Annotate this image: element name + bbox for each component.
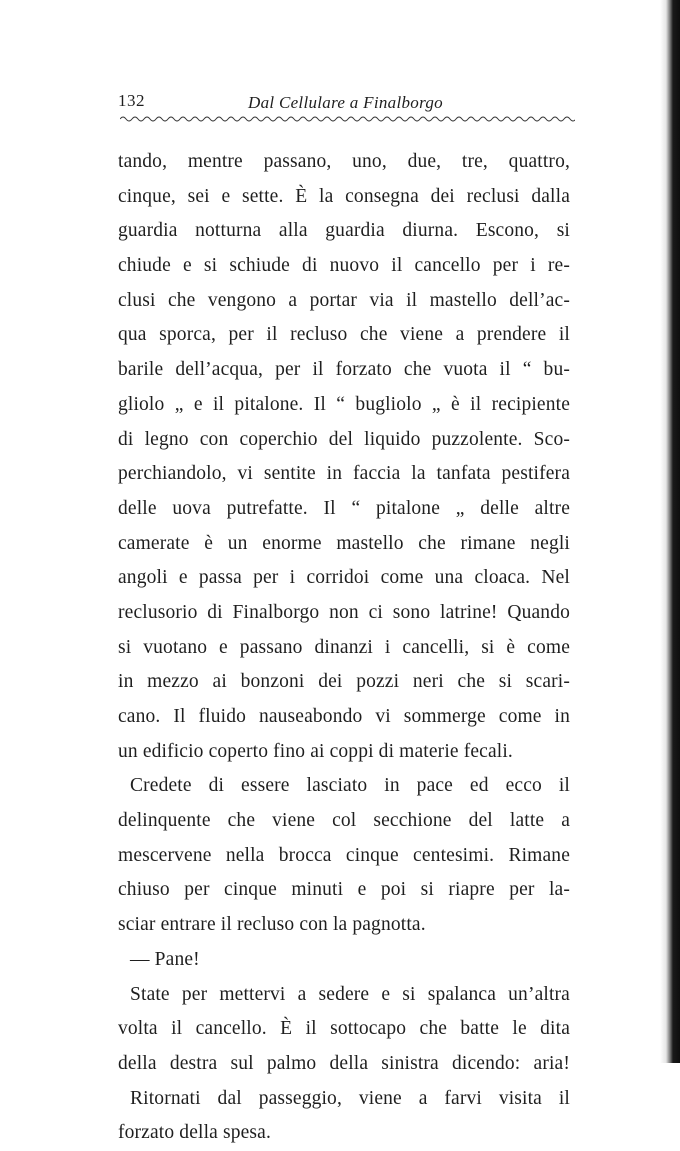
dialogue-line: — Pane! <box>130 948 200 970</box>
text-line: tando, mentre passano, uno, due, tre, quattro, <box>118 151 570 172</box>
text-line: di legno con coperchio del liquido puzzolente. Sco- <box>118 428 570 450</box>
text-line: cinque, sei e sette. È la consegna dei reclusi dalla <box>118 185 570 207</box>
text-line: qua sporca, per il recluso che viene a prendere il <box>118 324 570 346</box>
text-line: chiude e si schiude di nuovo il cancello per i re- <box>118 255 570 277</box>
text-line: volta il cancello. È il sottocapo che batte le dita <box>118 1018 570 1040</box>
text-line: perchiandolo, vi sentite in faccia la tanfata pestifera <box>118 463 570 485</box>
text-line: in mezzo ai bonzoni dei pozzi neri che si scari- <box>118 671 570 693</box>
text-line: mescervene nella brocca cinque centesimi. Rimane <box>118 844 570 866</box>
text-line: un edificio coperto fino ai coppi di materie fecali. <box>118 740 513 762</box>
text-line: guardia notturna alla guardia diurna. Escono, si <box>118 220 570 242</box>
decorative-wavy-rule <box>120 113 575 125</box>
text-line: si vuotano e passano dinanzi i cancelli, si è come <box>118 636 570 658</box>
text-line: angoli e passa per i corridoi come una cloaca. Nel <box>118 567 570 589</box>
text-line: sciar entrare il recluso con la pagnotta. <box>118 914 426 936</box>
text-line: della destra sul palmo della sinistra dicendo: aria! <box>118 1052 570 1074</box>
text-line: clusi che vengono a portar via il mastello dell’ac- <box>118 289 570 311</box>
running-head <box>118 91 574 115</box>
text-line: gliolo „ e il pitalone. Il “ bugliolo „ è il recipiente <box>118 393 570 415</box>
text-line: cano. Il fluido nauseabondo vi sommerge come in <box>118 706 570 727</box>
text-line: forzato della spesa. <box>118 1122 271 1144</box>
text-line: delinquente che viene col secchione del latte a <box>118 810 570 832</box>
page-number: 132 <box>118 91 145 110</box>
body-text <box>118 145 570 1151</box>
text-line: camerate è un enorme mastello che rimane negli <box>118 532 570 554</box>
paragraph-start-line: Credete di essere lasciato in pace ed ecco il <box>130 775 570 797</box>
text-line: chiuso per cinque minuti e poi si riapre per la- <box>118 879 570 901</box>
scan-page-edge <box>660 0 680 1063</box>
text-line: reclusorio di Finalborgo non ci sono latrine! Quando <box>118 601 570 623</box>
paragraph-start-line: State per mettervi a sedere e si spalanca un’altra <box>130 983 570 1005</box>
text-line: delle uova putrefatte. Il “ pitalone „ delle altre <box>118 497 570 519</box>
paragraph-start-line: Ritornati dal passeggio, viene a farvi visita il <box>130 1087 570 1109</box>
text-line: barile dell’acqua, per il forzato che vuota il “ bu- <box>118 359 570 381</box>
running-title: Dal Cellulare a Finalborgo <box>248 93 443 112</box>
